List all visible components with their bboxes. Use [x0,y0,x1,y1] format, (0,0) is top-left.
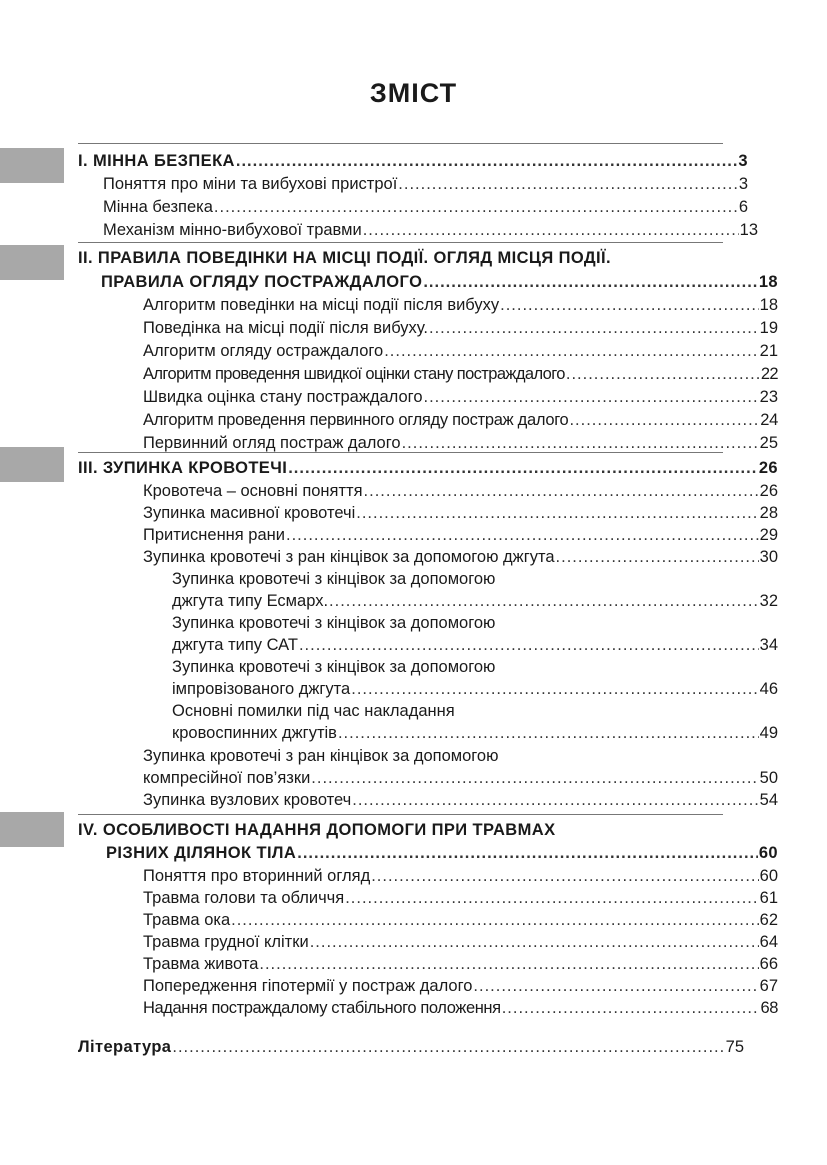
toc-subitem-line1[interactable]: Зупинка кровотечі з кінцівок за допомогою [172,570,496,588]
section-divider [78,452,723,453]
toc-literature[interactable]: Література ..... 75 [78,1036,744,1058]
section-divider [78,814,723,815]
toc-item[interactable]: Притиснення рани ..... 29 [143,524,778,546]
toc-item[interactable]: Алгоритм проведення первинного огляду постраж далого ..... 24 [143,409,778,431]
toc-heading-4-line1[interactable]: IV. ОСОБЛИВОСТІ НАДАННЯ ДОПОМОГИ ПРИ ТРАВМАХ [78,821,556,839]
toc-subitem-line1[interactable]: Зупинка кровотечі з кінцівок за допомогою [172,658,496,676]
toc-item[interactable]: Травма грудної клітки ..... 64 [143,931,778,953]
toc-item[interactable]: Травма ока ..... 62 [143,909,778,931]
toc-heading-3[interactable]: III. ЗУПИНКА КРОВОТЕЧІ ..... 26 [78,457,778,479]
toc-heading-2[interactable]: ПРАВИЛА ОГЛЯДУ ПОСТРАЖДАЛОГО ..... 18 [101,271,778,293]
toc-item[interactable]: Алгоритм огляду остраждалого ..... 21 [143,340,778,362]
toc-item-line1[interactable]: Зупинка кровотечі з ран кінцівок за допомогою [143,747,499,765]
toc-item[interactable]: Поведінка на місці події після вибуху. ..... 19 [143,317,778,339]
toc-item[interactable]: Алгоритм проведення швидкої оцінки стану постраждалого ..... 22 [143,363,778,385]
section-divider [78,143,723,144]
toc-item[interactable]: Алгоритм поведінки на місці події після вибуху ..... 18 [143,294,778,316]
toc-subitem[interactable]: імпровізованого джгута ..... 46 [172,678,778,700]
toc-item[interactable]: Поняття про вторинний огляд ..... 60 [143,865,778,887]
toc-item[interactable]: Кровотеча – основні поняття ..... 26 [143,480,778,502]
toc-item[interactable]: Швидка оцінка стану постраждалого ..... 23 [143,386,778,408]
toc-item[interactable]: Зупинка кровотечі з ран кінцівок за допомогою джгута ..... 30 [143,546,778,568]
toc-item[interactable]: Поняття про міни та вибухові пристрої ..... 3 [103,173,748,195]
toc-item[interactable]: Травма голови та обличчя ..... 61 [143,887,778,909]
toc-item[interactable]: Зупинка вузлових кровотеч ..... 54 [143,789,778,811]
toc-item[interactable]: Первинний огляд постраж далого ..... 25 [143,432,778,454]
toc-item[interactable]: Мінна безпека ..... 6 [103,196,748,218]
page-title: ЗМІСТ [369,78,458,108]
toc-item[interactable]: Травма живота ..... 66 [143,953,778,975]
toc-heading-4[interactable]: РІЗНИХ ДІЛЯНОК ТІЛА ..... 60 [106,842,778,864]
toc-item[interactable]: Зупинка масивної кровотечі ..... 28 [143,502,778,524]
toc-item[interactable]: компресійної пов’язки ..... 50 [143,767,778,789]
section-divider [78,242,723,243]
toc-item[interactable]: Попередження гіпотермії у постраж далого ..... 67 [143,975,778,997]
toc-subitem[interactable]: кровоспинних джгутів ..... 49 [172,722,778,744]
toc-item[interactable]: Надання постраждалому стабільного положення ..... 68 [143,997,778,1019]
toc-heading-2-line1[interactable]: II. ПРАВИЛА ПОВЕДІНКИ НА МІСЦІ ПОДІЇ. ОГЛЯД МІСЦЯ ПОДІЇ. [78,249,611,267]
toc-item[interactable]: Механізм мінно-вибухової травми ..... 13 [103,219,758,241]
toc-subitem[interactable]: джгута типу Есмарх. ..... 32 [172,590,778,612]
toc-subitem-line1[interactable]: Зупинка кровотечі з кінцівок за допомогою [172,614,496,632]
toc-heading-1[interactable]: I. МІННА БЕЗПЕКА ..... 3 [78,150,748,172]
toc-subitem[interactable]: джгута типу САТ ..... 34 [172,634,778,656]
toc-subitem-line1[interactable]: Основні помилки під час накладання [172,702,455,720]
